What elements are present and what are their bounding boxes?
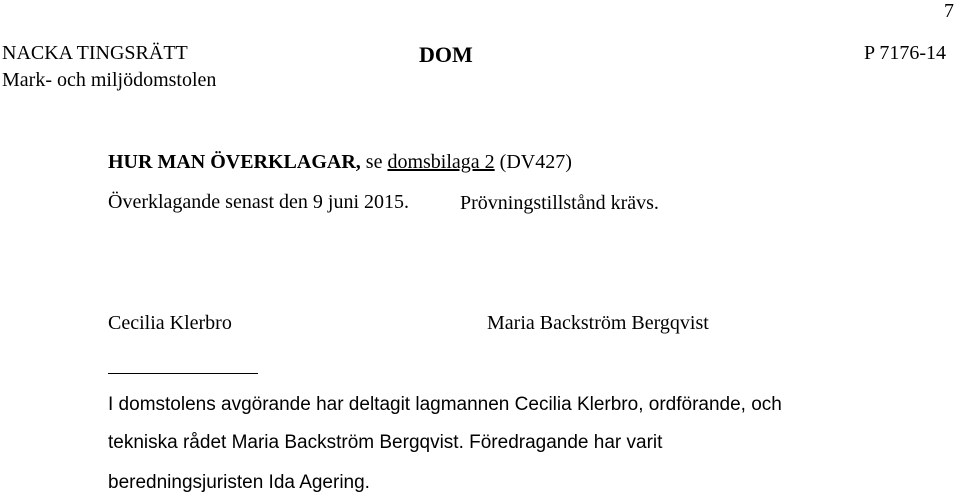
leave-to-appeal-required: Prövningstillstånd krävs.	[460, 192, 659, 214]
appeal-instructions	[108, 151, 572, 174]
document-type: DOM	[419, 42, 473, 67]
court-name: NACKA TINGSRÄTT	[2, 42, 188, 64]
page-number: 7	[944, 0, 954, 22]
case-number: P 7176-14	[863, 42, 946, 64]
signature-right: Maria Backström Bergqvist	[487, 312, 709, 334]
participants-note-line-1: I domstolens avgörande har deltagit lagmannen Cecilia Klerbro, ordförande, och	[108, 394, 782, 415]
divider-line	[108, 373, 258, 374]
participants-note-line-2: tekniska rådet Maria Backström Bergqvist. Föredragande har varit	[108, 432, 663, 453]
signature-left: Cecilia Klerbro	[108, 312, 232, 334]
appeal-heading: HUR MAN ÖVERKLAGAR,	[108, 151, 361, 173]
appeal-post-link: (DV427)	[494, 151, 572, 173]
appeal-deadline: Överklagande senast den 9 juni 2015.	[108, 191, 410, 213]
court-division: Mark- och miljödomstolen	[2, 69, 217, 91]
domsbilaga-link[interactable]: domsbilaga 2	[387, 151, 495, 173]
participants-note-line-3: beredningsjuristen Ida Agering.	[108, 472, 370, 493]
appeal-pre-link: se	[360, 151, 388, 173]
